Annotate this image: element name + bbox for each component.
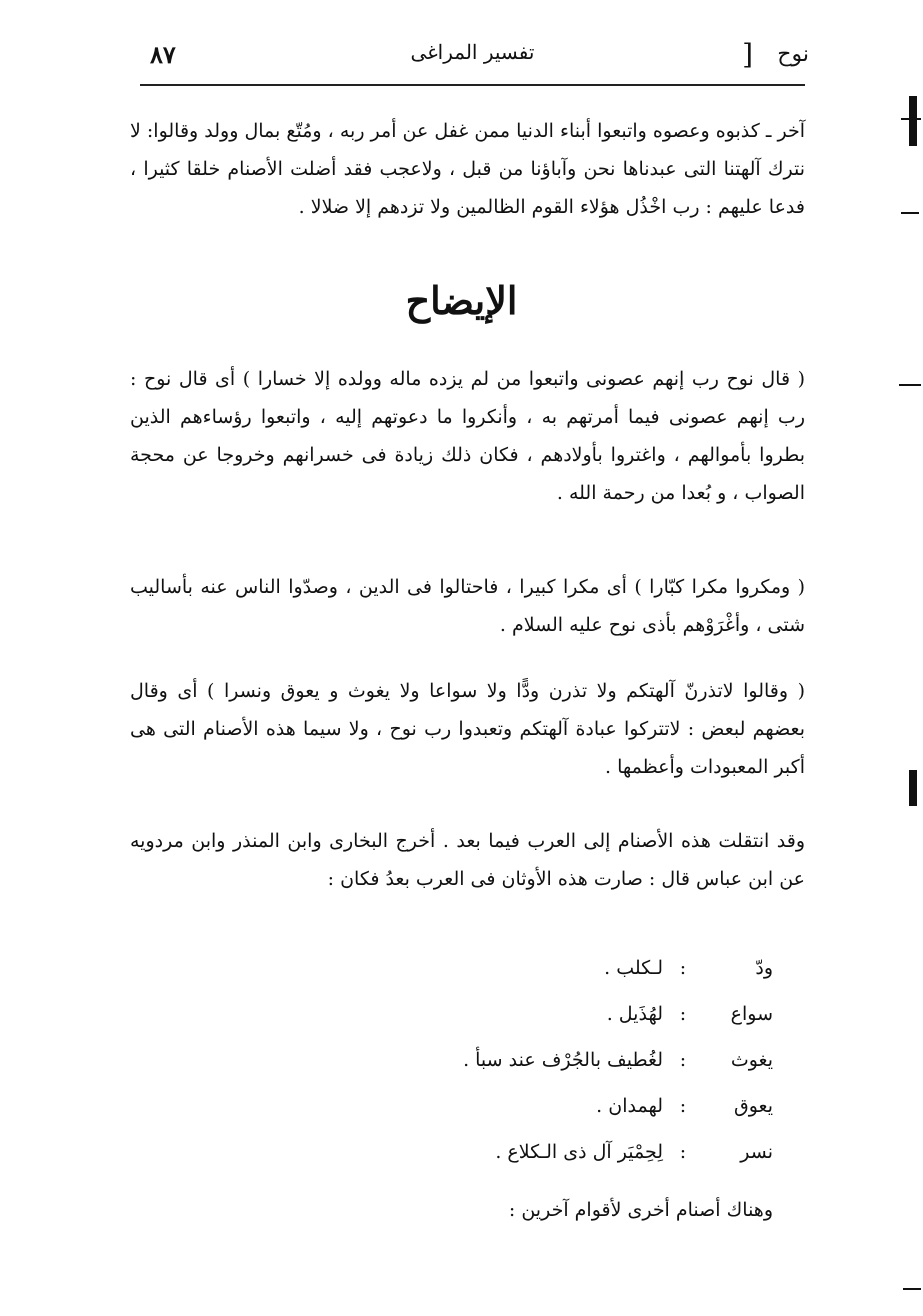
paragraph-1-text: ( قال نوح رب إنهم عصونى واتبعوا من لم يزده ماله وولده إلا خسارا ) أى قال نوح : رب إنهم عصونى فيما أمرتهم به ، وأنكروا ما دعوتهم إليه ، واتبعوا رؤساءهم الذين بطروا بأموالهم ، واغتروا بأولادهم ، فكان ذلك زيادة فى خسرانهم وخروجا عن محجة الصواب ، و بُعدا من رحمة الله .	[130, 368, 805, 504]
idol-tribe: لغُطيف بالجُرْف عند سبأ .	[463, 1049, 663, 1071]
scan-mark	[903, 1288, 921, 1290]
idol-tribe: لـكلب .	[604, 957, 663, 979]
book-title: تفسير المراغى	[410, 40, 535, 64]
scan-mark	[899, 384, 921, 386]
list-item	[300, 1083, 773, 1129]
intro-paragraph	[130, 112, 805, 226]
list-item	[300, 1129, 773, 1175]
section-title: الإيضاح	[405, 278, 518, 323]
list-item	[300, 1037, 773, 1083]
idol-name: سواع	[730, 1003, 773, 1025]
idol-tribe: لهُذَيل .	[606, 1003, 663, 1025]
header-bracket: ]	[742, 38, 753, 71]
paragraph-1	[130, 360, 805, 512]
scan-mark	[901, 118, 921, 120]
idol-name: نسر	[740, 1141, 773, 1163]
idol-tribe: لِحِمْيَر آل ذى الـكلاع .	[495, 1141, 663, 1163]
idol-name: ودّ	[755, 957, 773, 979]
separator: :	[679, 1049, 687, 1071]
idol-name: يغوث	[730, 1049, 773, 1071]
paragraph-2-text: ( ومكروا مكرا كبّارا ) أى مكرا كبيرا ، فاحتالوا فى الدين ، وصدّوا الناس عنه بأساليب شتى ، وأغْرَوْهم بأذى نوح عليه السلام .	[130, 576, 805, 636]
header-rule	[140, 84, 805, 86]
scan-mark	[909, 770, 917, 806]
list-item	[300, 991, 773, 1037]
page-header	[140, 38, 809, 78]
idol-name: يعوق	[733, 1095, 773, 1117]
closing-line: وهناك أصنام أخرى لأقوام آخرين :	[508, 1199, 773, 1221]
intro-text: آخر ـ كذبوه وعصوه واتبعوا أبناء الدنيا ممن غفل عن أمر ربه ، ومُتّع بمال وولد وقالوا: لا نترك آلهتنا التى عبدناها نحن وآباؤنا من قبل ، ولاعجب فقد أضلت الأصنام خلقا كثيرا ، فدعا عليهم : رب اخْذُل هؤلاء القوم الظالمين ولا تزدهم إلا ضلالا .	[130, 120, 805, 218]
page-number: ٨٧	[150, 40, 176, 69]
paragraph-3	[130, 672, 805, 786]
separator: :	[679, 1095, 687, 1117]
idol-list	[300, 945, 773, 1175]
idol-tribe: لهمدان .	[596, 1095, 663, 1117]
scan-mark	[909, 96, 917, 146]
paragraph-3-text: ( وقالوا لاتذرنّ آلهتكم ولا تذرن ودًّا ولا سواعا ولا يغوث و يعوق ونسرا ) أى وقال بعضهم لبعض : لاتتركوا عبادة آلهتكم وتعبدوا رب نوح ، ولا سيما هذه الأصنام التى هى أكبر المعبودات وأعظمها .	[130, 680, 805, 778]
paragraph-2	[130, 568, 805, 644]
surah-name: نوح	[777, 42, 809, 67]
scan-mark	[901, 212, 919, 214]
paragraph-4-text: وقد انتقلت هذه الأصنام إلى العرب فيما بعد . أخرج البخارى وابن المنذر وابن مردويه عن ابن عباس قال : صارت هذه الأوثان فى العرب بعدُ فكان :	[130, 830, 805, 890]
list-item	[300, 945, 773, 991]
paragraph-4	[130, 822, 805, 898]
separator: :	[679, 1003, 687, 1025]
separator: :	[679, 1141, 687, 1163]
separator: :	[679, 957, 687, 979]
